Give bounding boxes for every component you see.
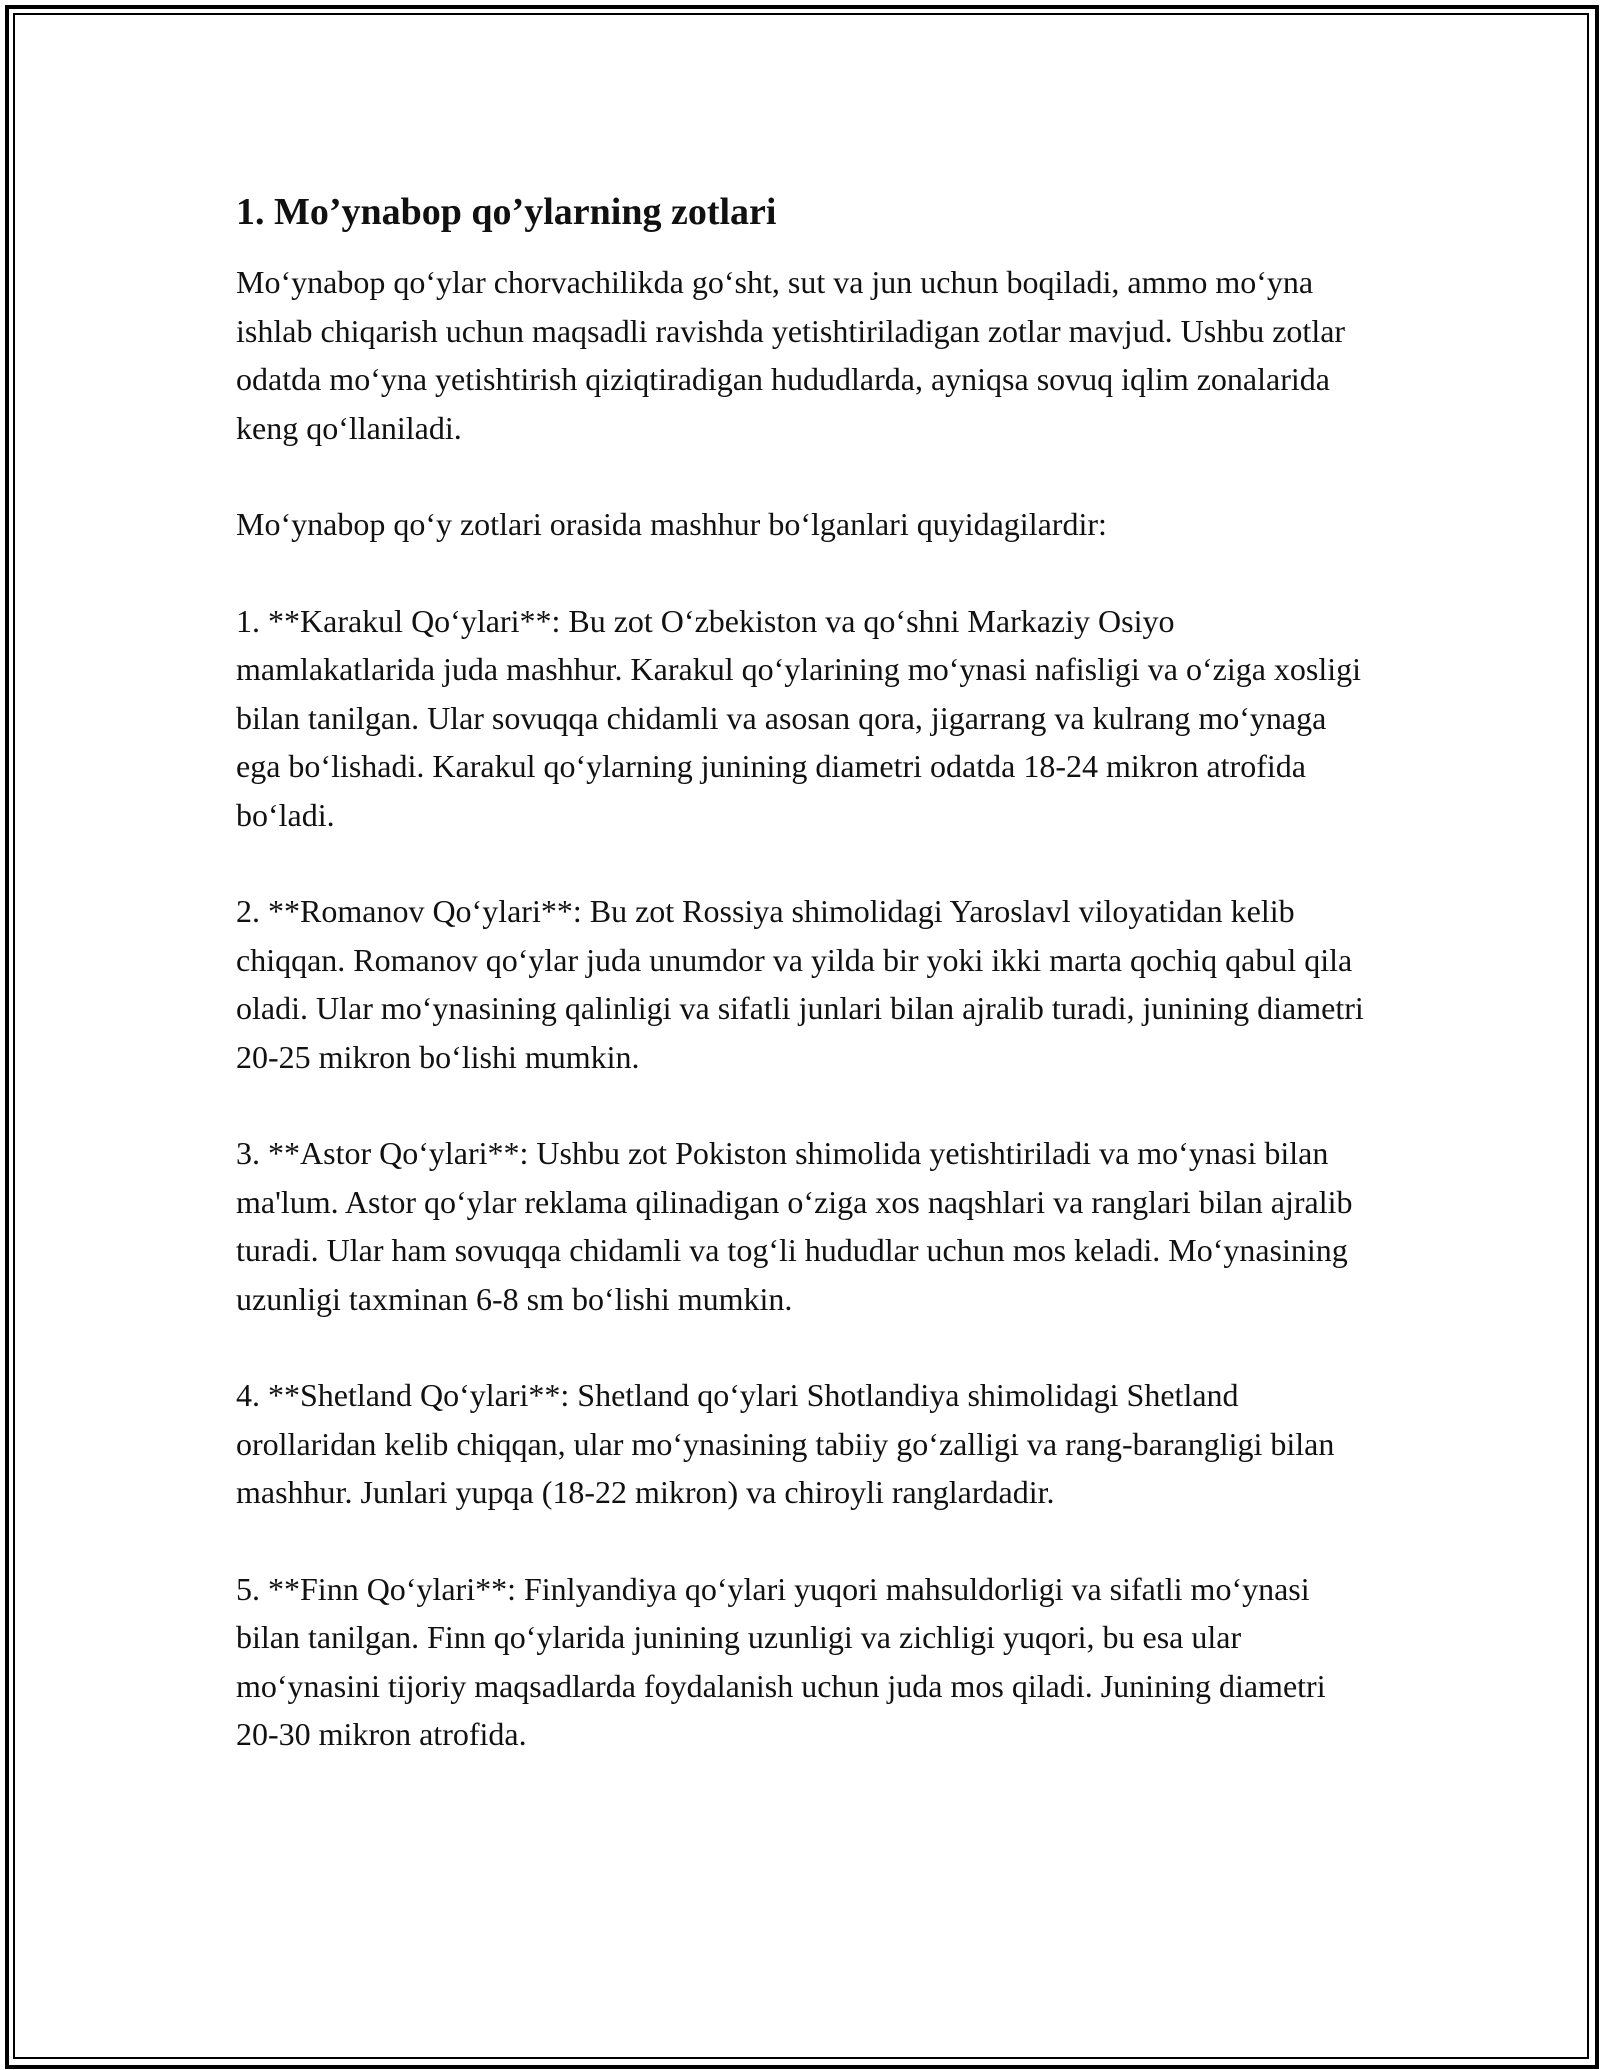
section-heading: 1. Mo’ynabop qo’ylarning zotlari [236,191,777,233]
breed-karakul-paragraph: 1. **Karakul Qoʻylari**: Bu zot Oʻzbekiston va qoʻshni Markaziy Osiyo mamlakatlarida juda mashhur. Karakul qoʻylarining moʻynasi nafisligi va oʻziga xosligi bilan tanilgan. Ular sovuqqa chidamli va asosan qora, jigarrang va kulrang moʻynaga ega boʻlishadi. Karakul qoʻylarning junining diametri odatda 18-24 mikron atrofida boʻladi. [236,602,1362,833]
intro-paragraph: Moʻynabop qoʻylar chorvachilikda goʻsht, sut va jun uchun boqiladi, ammo moʻyna ishlab chiqarish uchun maqsadli ravishda yetishtiriladigan zotlar mavjud. Ushbu zotlar odatda moʻyna yetishtirish qiziqtiradigan hududlarda, ayniqsa sovuq iqlim zonalarida keng qoʻllaniladi. [236,264,1346,446]
breed-astor-paragraph: 3. **Astor Qoʻylari**: Ushbu zot Pokiston shimolida yetishtiriladi va moʻynasi bilan ma'lum. Astor qoʻylar reklama qilinadigan oʻziga xos naqshlari va ranglari bilan ajralib turadi. Ular ham sovuqqa chidamli va togʻli hududlar uchun mos keladi. Moʻynasining uzunligi taxminan 6-8 sm boʻlishi mumkin. [236,1135,1353,1317]
breed-romanov-paragraph: 2. **Romanov Qoʻylari**: Bu zot Rossiya shimolidagi Yaroslavl viloyatidan kelib chiqqan. Romanov qoʻylar juda unumdor va yilda bir yoki ikki marta qochiq qabul qila oladi. Ular moʻynasining qalinligi va sifatli junlari bilan ajralib turadi, junining diametri 20-25 mikron boʻlishi mumkin. [236,893,1364,1075]
breed-finn-paragraph: 5. **Finn Qoʻylari**: Finlyandiya qoʻylari yuqori mahsuldorligi va sifatli moʻynasi bilan tanilgan. Finn qoʻylarida junining uzunligi va zichligi yuqori, bu esa ular moʻynasini tijoriy maqsadlarda foydalanish uchun juda mos qiladi. Junining diametri 20-30 mikron atrofida. [236,1570,1326,1752]
list-intro-paragraph: Moʻynabop qoʻy zotlari orasida mashhur boʻlganlari quyidagilardir: [236,506,1107,542]
breed-shetland-paragraph: 4. **Shetland Qoʻylari**: Shetland qoʻylari Shotlandiya shimolidagi Shetland orollaridan kelib chiqqan, ular moʻynasining tabiiy goʻzalligi va rang-barangligi bilan mashhur. Junlari yupqa (18-22 mikron) va chiroyli ranglardadir. [236,1377,1335,1510]
document-body [236,186,1366,1807]
